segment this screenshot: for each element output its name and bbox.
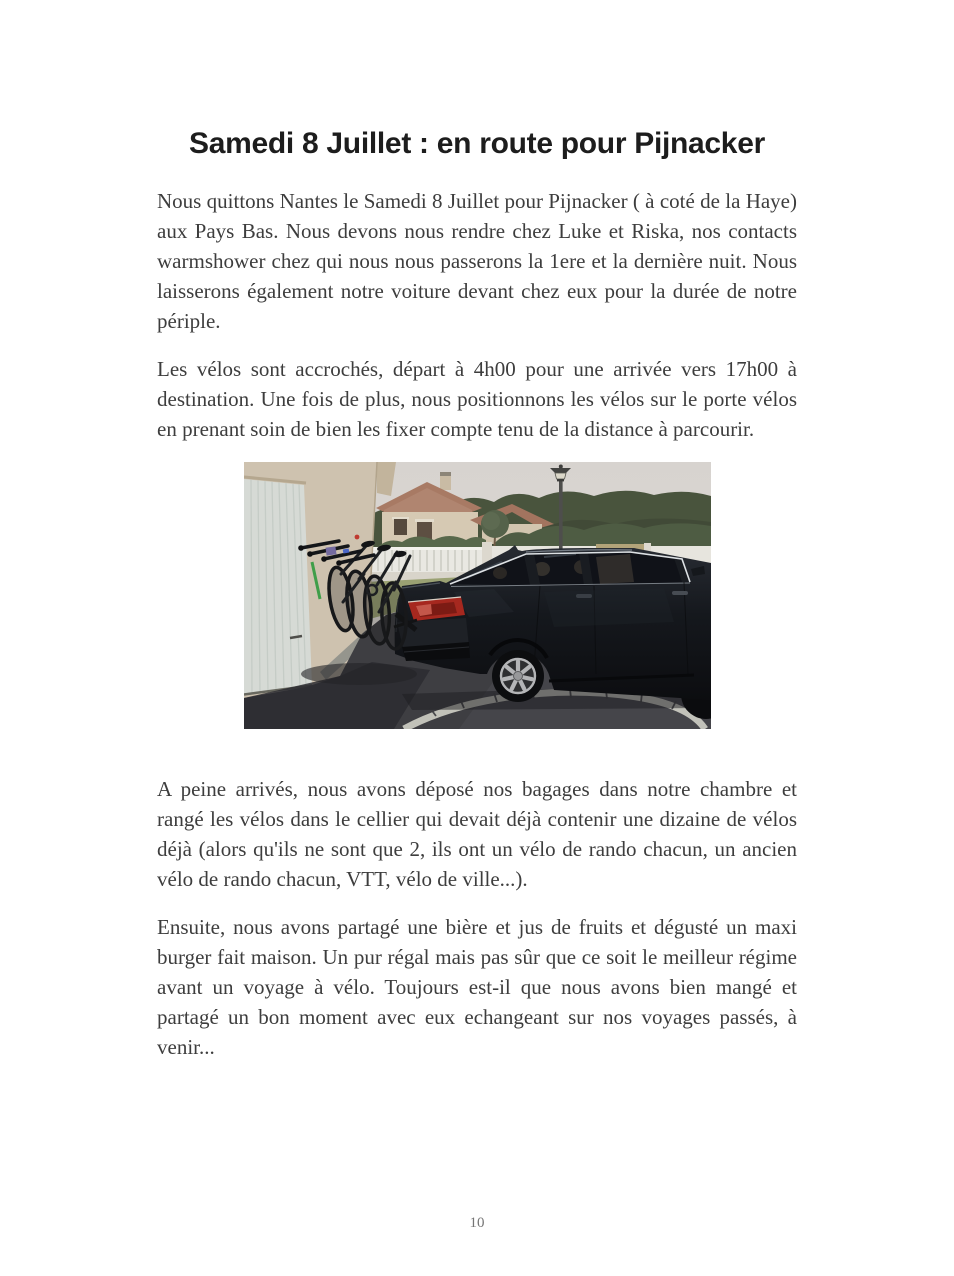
page-number: 10 [469, 1215, 485, 1231]
paragraph-3: A peine arrivés, nous avons déposé nos bagages dans notre chambre et rangé les vélos dans le cellier qui devait déjà contenir une dizaine de vélos déjà (alors qu'ils ne sont que 2, ils ont un vélo de rando chacun, un ancien vélo de rando chacun, VTT, vélo de ville...). [157, 777, 797, 891]
paragraph-1: Nous quittons Nantes le Samedi 8 Juillet pour Pijnacker ( à coté de la Haye) aux Pays Bas. Nous devons nous rendre chez Luke et Riska, nos contacts warmshower chez qui nous nous passerons la 1ere et la dernière nuit. Nous laisserons également notre voiture devant chez eux pour la durée de notre périple. [157, 189, 797, 333]
article-body [157, 186, 797, 1062]
trip-photo [244, 462, 711, 729]
photo-car-bikes-svg [244, 462, 711, 729]
page-title: Samedi 8 Juillet : en route pour Pijnacker [189, 127, 765, 160]
paragraph-2: Les vélos sont accrochés, départ à 4h00 pour une arrivée vers 17h00 à destination. Une fois de plus, nous positionnons les vélos sur le porte vélos en prenant soin de bien les fixer compte tenu de la distance à parcourir. [157, 357, 797, 441]
paragraph-4: Ensuite, nous avons partagé une bière et jus de fruits et dégusté un maxi burger fait maison. Un pur régal mais pas sûr que ce soit le meilleur régime avant un voyage à vélo. Toujours est-il que nous avons bien mangé et partagé un bon moment avec eux echangeant sur nos voyages passés, à venir... [157, 915, 797, 1059]
car-wheel [492, 650, 544, 702]
